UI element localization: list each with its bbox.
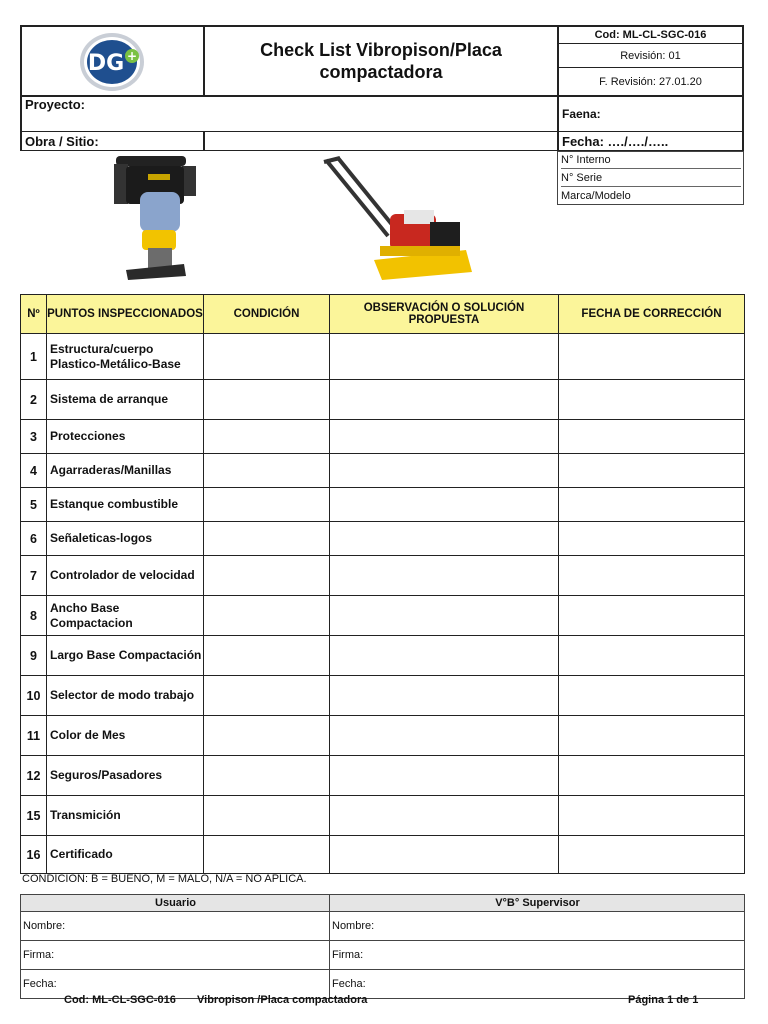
row-item: Transmición [47,796,204,836]
logo-text: DG [87,51,125,76]
footer-page: Página 1 de 1 [628,994,699,1006]
logo-icon [78,29,148,93]
correction-date-cell[interactable] [559,636,745,676]
supervisor-header: V°B° Supervisor [330,895,745,912]
inspection-table [20,294,745,874]
row-item: Seguros/Pasadores [47,756,204,796]
correction-date-cell[interactable] [559,488,745,522]
correction-date-cell[interactable] [559,556,745,596]
revision: Revisión: 01 [559,44,742,68]
correction-date-cell[interactable] [559,380,745,420]
footer-code: Cod: ML-CL-SGC-016 [64,994,176,1006]
observation-cell[interactable] [330,676,559,716]
usuario-firma-field[interactable]: Firma: [21,941,330,970]
row-item: Controlador de velocidad [47,556,204,596]
plate-compactor-image [318,156,478,286]
table-row [21,636,745,676]
proyecto-row [20,96,744,132]
correction-date-cell[interactable] [559,420,745,454]
marca-label: Marca/Modelo [561,190,631,202]
correction-date-cell[interactable] [559,676,745,716]
row-number: 16 [21,836,47,874]
correction-date-cell[interactable] [559,756,745,796]
observation-cell[interactable] [330,756,559,796]
table-row [21,756,745,796]
condition-cell[interactable] [204,596,330,636]
row-item: Ancho Base Compactacion [47,596,204,636]
observation-cell[interactable] [330,836,559,874]
condition-cell[interactable] [204,556,330,596]
row-number: 9 [21,636,47,676]
header-observation: OBSERVACIÓN O SOLUCIÓN PROPUESTA [330,295,559,334]
observation-cell[interactable] [330,596,559,636]
correction-date-cell[interactable] [559,836,745,874]
table-row [21,454,745,488]
document-title [205,28,557,94]
header-correction-date: FECHA DE CORRECCIÓN [559,295,745,334]
condition-cell[interactable] [204,676,330,716]
proyecto-label: Proyecto: [25,97,85,112]
faena-label: Faena: [562,107,601,121]
table-row [21,334,745,380]
table-row [21,522,745,556]
obra-label: Obra / Sitio: [25,133,99,149]
condition-cell[interactable] [204,380,330,420]
rammer-image [104,152,204,286]
logo-plus: + [126,49,138,63]
signature-table [20,894,745,999]
condition-cell[interactable] [204,716,330,756]
logo [22,27,204,95]
correction-date-cell[interactable] [559,716,745,756]
observation-cell[interactable] [330,796,559,836]
table-row [21,488,745,522]
table-row [21,420,745,454]
observation-cell[interactable] [330,556,559,596]
condition-cell[interactable] [204,756,330,796]
row-item: Selector de modo trabajo [47,676,204,716]
table-row [21,796,745,836]
row-number: 2 [21,380,47,420]
table-row [21,380,745,420]
table-row [21,556,745,596]
row-item: Protecciones [47,420,204,454]
row-item: Certificado [47,836,204,874]
fecha-label: Fecha: …./…./….. [562,133,669,149]
title-line-1: Check List Vibropison/Placa [260,40,502,60]
row-item: Largo Base Compactación [47,636,204,676]
revision-date: F. Revisión: 27.01.20 [599,75,702,88]
condition-cell[interactable] [204,636,330,676]
observation-cell[interactable] [330,454,559,488]
correction-date-cell[interactable] [559,454,745,488]
correction-date-cell[interactable] [559,334,745,380]
condition-cell[interactable] [204,420,330,454]
row-number: 5 [21,488,47,522]
title-line-2: compactadora [319,62,443,82]
table-row [21,676,745,716]
condition-cell[interactable] [204,522,330,556]
observation-cell[interactable] [330,334,559,380]
supervisor-fecha-field[interactable]: Fecha: [330,970,745,999]
observation-cell[interactable] [330,380,559,420]
condition-legend: CONDICION: B = BUENO, M = MALO, N/A = NO APLICA. [22,873,307,885]
row-item: Agarraderas/Manillas [47,454,204,488]
row-number: 3 [21,420,47,454]
row-number: 7 [21,556,47,596]
row-item: Color de Mes [47,716,204,756]
correction-date-cell[interactable] [559,596,745,636]
condition-cell[interactable] [204,334,330,380]
usuario-fecha-field[interactable]: Fecha: [21,970,330,999]
document-code: Cod: ML-CL-SGC-016 [559,27,742,44]
supervisor-nombre-field[interactable]: Nombre: [330,912,745,941]
observation-cell[interactable] [330,716,559,756]
usuario-header: Usuario [21,895,330,912]
header-condition: CONDICIÓN [204,295,330,334]
observation-cell[interactable] [330,420,559,454]
table-row [21,596,745,636]
footer-name: Vibropison /Placa compactadora [197,994,368,1006]
row-number: 6 [21,522,47,556]
row-number: 10 [21,676,47,716]
serie-label: N° Serie [561,170,741,187]
condition-cell[interactable] [204,796,330,836]
header-points: PUNTOS INSPECCIONADOS [47,295,204,334]
condition-cell[interactable] [204,836,330,874]
correction-date-cell[interactable] [559,522,745,556]
row-item: Señaleticas-logos [47,522,204,556]
table-header-row [21,295,745,334]
row-number: 8 [21,596,47,636]
row-number: 15 [21,796,47,836]
table-row [21,716,745,756]
row-item: Estanque combustible [47,488,204,522]
row-item: Estructura/cuerpo Plastico-Metálico-Base [47,334,204,380]
header-number: Nº [21,295,47,334]
interno-label: N° Interno [561,152,741,169]
usuario-nombre-field[interactable]: Nombre: [21,912,330,941]
observation-cell[interactable] [330,488,559,522]
row-number: 4 [21,454,47,488]
row-item: Sistema de arranque [47,380,204,420]
supervisor-firma-field[interactable]: Firma: [330,941,745,970]
table-row [21,836,745,874]
correction-date-cell[interactable] [559,796,745,836]
row-number: 11 [21,716,47,756]
row-number: 1 [21,334,47,380]
condition-cell[interactable] [204,488,330,522]
observation-cell[interactable] [330,522,559,556]
observation-cell[interactable] [330,636,559,676]
row-number: 12 [21,756,47,796]
condition-cell[interactable] [204,454,330,488]
